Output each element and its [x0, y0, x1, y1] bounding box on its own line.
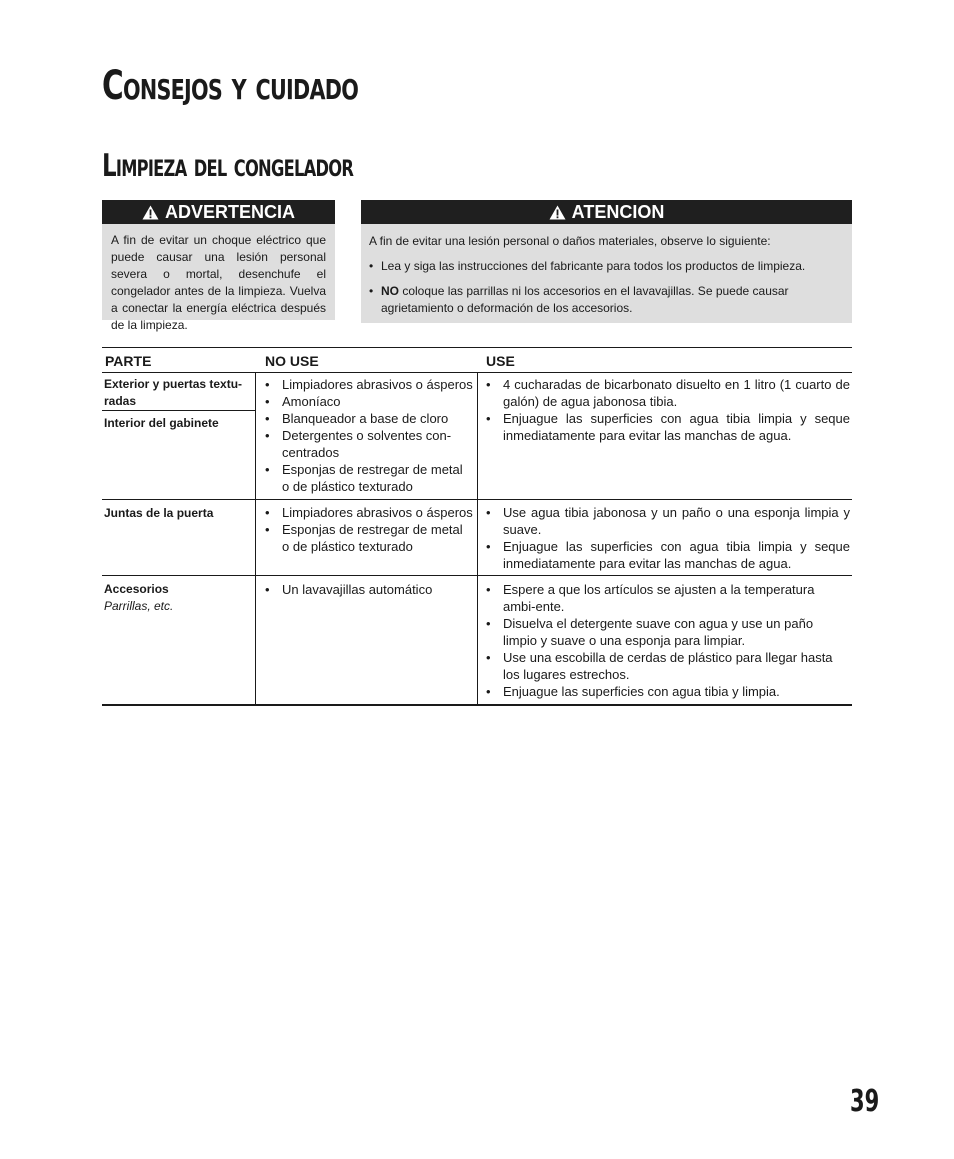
- use-list: [486, 504, 850, 572]
- header-no-use: NO USE: [265, 353, 319, 369]
- caution-box: [361, 200, 852, 323]
- list-item: • Esponjas de restregar de metal o de plástico texturado: [265, 462, 463, 494]
- list-item: • Use una escobilla de cerdas de plástico para llegar hasta los lugares estrechos.: [486, 650, 833, 682]
- part-accessories: Accesorios Parrillas, etc.: [104, 581, 244, 615]
- warning-triangle-icon: [142, 205, 159, 220]
- part-accessories-sub: Parrillas, etc.: [104, 599, 174, 613]
- caution-box-header: [361, 200, 852, 224]
- part-interior: Interior del gabinete: [104, 416, 219, 430]
- caution-intro: A fin de evitar una lesión personal o daños materiales, observe lo siguiente:: [369, 234, 771, 248]
- list-item: • Disuelva el detergente suave con agua y use un paño limpio y suave o una esponja para limpiar.: [486, 616, 814, 648]
- warning-box: [102, 200, 335, 332]
- no-use-list: [265, 504, 473, 555]
- list-item: • Use agua tibia jabonosa y un paño o una esponja limpia y suave.: [486, 505, 850, 537]
- list-item: • Esponjas de restregar de metal o de plástico texturado: [265, 522, 463, 554]
- section-title: Limpieza del congelador: [102, 148, 354, 184]
- caution-body: [361, 224, 852, 317]
- page-number: 39: [850, 1084, 880, 1119]
- header-part: PARTE: [105, 353, 152, 369]
- use-list: [486, 376, 850, 444]
- part-door-gaskets: Juntas de la puerta: [104, 506, 214, 520]
- list-item: • Blanqueador a base de cloro: [265, 411, 449, 426]
- list-item: • Limpiadores abrasivos o ásperos: [265, 505, 473, 520]
- part-exterior: Exterior y puertas textu-radas: [104, 377, 243, 408]
- warning-text: A fin de evitar un choque eléctrico que puede causar una lesión personal severa o mortal, desenchufe el congelador antes de la limpieza. Vuelva a conectar la energía eléctrica después de la limpieza.: [111, 233, 326, 332]
- list-item: • Enjuague las superficies con agua tibia limpia y seque inmediatamente para evitar las manchas de agua.: [486, 411, 850, 443]
- caution-item: • Lea y siga las instrucciones del fabricante para todos los productos de limpieza.: [369, 259, 806, 273]
- warning-triangle-icon: [549, 205, 566, 220]
- list-item: • Enjuague las superficies con agua tibia y limpia.: [486, 684, 780, 699]
- warning-box-header: [102, 200, 335, 224]
- warning-heading: ADVERTENCIA: [164, 201, 295, 222]
- header-use: USE: [486, 353, 515, 369]
- list-item: • Detergentes o solventes con-centrados: [265, 428, 452, 460]
- list-item: • Espere a que los artículos se ajusten a la temperatura ambi-ente.: [486, 582, 815, 614]
- caution-heading: ATENCION: [571, 201, 665, 222]
- no-use-list: [265, 376, 473, 495]
- list-item: • Limpiadores abrasivos o ásperos: [265, 377, 473, 392]
- list-item: • Un lavavajillas automático: [265, 582, 433, 597]
- list-item: • Amoníaco: [265, 394, 341, 409]
- page-title: Consejos y cuidado: [102, 63, 359, 109]
- list-item: • 4 cucharadas de bicarbonato disuelto en 1 litro (1 cuarto de galón) de agua jabonosa tibia.: [486, 377, 850, 409]
- no-use-list: [265, 581, 473, 598]
- list-item: • Enjuague las superficies con agua tibia limpia y seque inmediatamente para evitar las manchas de agua.: [486, 539, 850, 571]
- caution-item: • NO coloque las parrillas ni los accesorios en el lavavajillas. Se puede causar agrietamiento o deformación de los accesorios.: [369, 284, 789, 315]
- use-list: [486, 581, 850, 700]
